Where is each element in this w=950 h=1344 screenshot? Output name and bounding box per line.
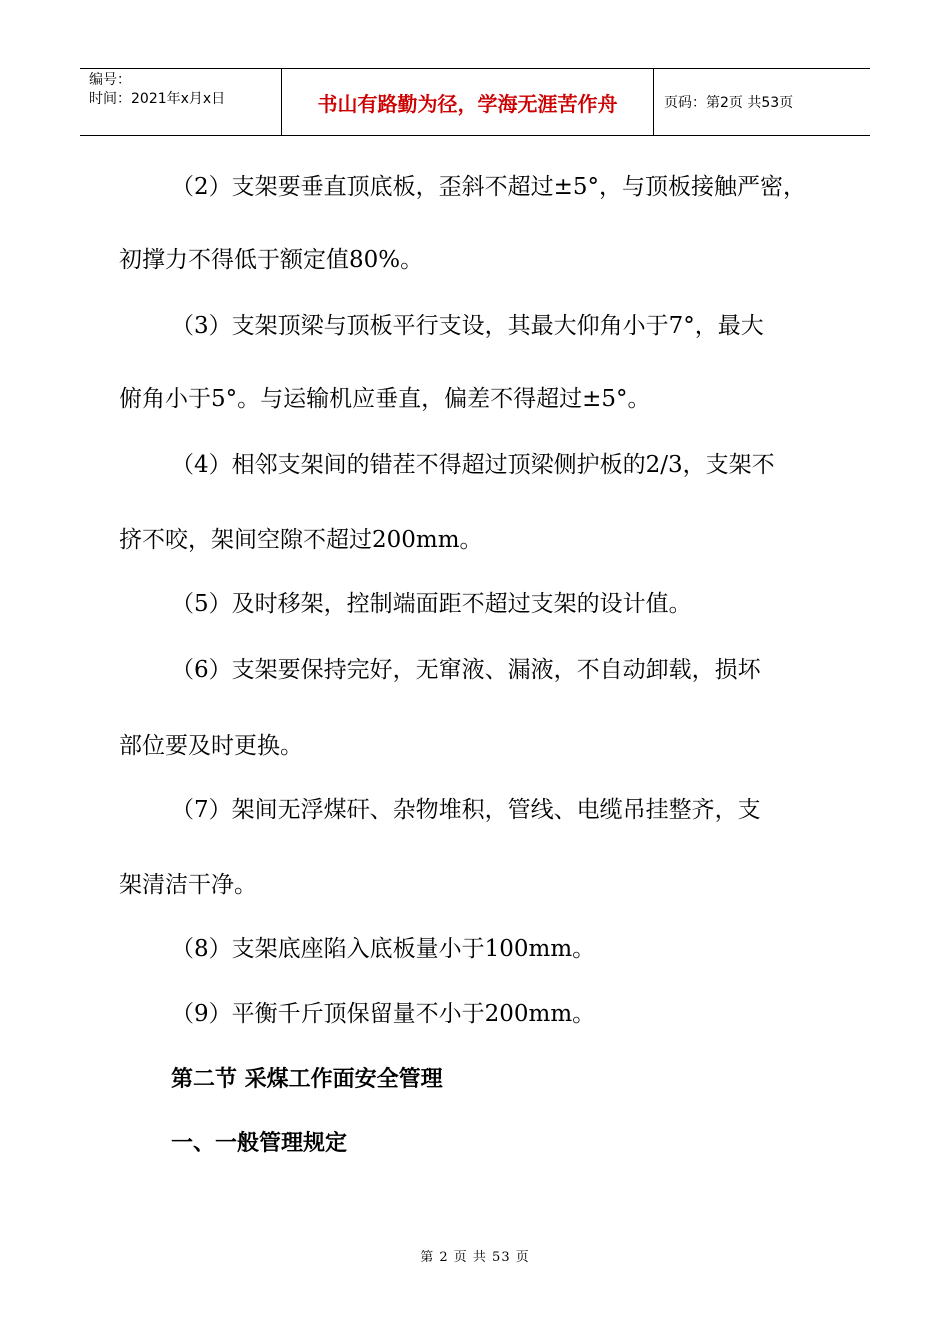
paragraph-line: 初撑力不得低于额定值80%。 — [119, 247, 424, 273]
paragraph-line: （9）平衡千斤顶保留量不小于200mm。 — [171, 1001, 596, 1027]
paragraph-line: （2）支架要垂直顶底板，歪斜不超过±5°，与顶板接触严密， — [171, 174, 807, 200]
subsection-title: 一、一般管理规定 — [171, 1131, 348, 1156]
paragraph-line: 部位要及时更换。 — [119, 733, 303, 759]
paragraph-line: （7）架间无浮煤矸、杂物堆积，管线、电缆吊挂整齐，支 — [171, 797, 761, 823]
header-motto-cell — [282, 69, 654, 135]
header-page-info-cell — [654, 69, 870, 135]
paragraph-line: （5）及时移架，控制端面距不超过支架的设计值。 — [171, 591, 692, 617]
page-footer: 第 2 页 共 53 页 — [420, 1250, 530, 1265]
paragraph-line: （8）支架底座陷入底板量小于100mm。 — [171, 936, 596, 962]
document-number-label: 编号： — [89, 72, 131, 88]
paragraph-line: 俯角小于5°。与运输机应垂直，偏差不得超过±5°。 — [119, 386, 651, 412]
paragraph-line: 挤不咬，架间空隙不超过200mm。 — [119, 527, 483, 553]
header-page-info: 页码：第2页 共53页 — [664, 95, 794, 111]
header-motto: 书山有路勤为径，学海无涯苦作舟 — [317, 91, 618, 116]
page-header — [80, 68, 870, 136]
header-meta — [80, 69, 282, 135]
paragraph-line: （4）相邻支架间的错茬不得超过顶梁侧护板的2/3，支架不 — [171, 452, 775, 478]
paragraph-line: （3）支架顶梁与顶板平行支设，其最大仰角小于7°，最大 — [171, 313, 764, 339]
paragraph-line: （6）支架要保持完好，无窜液、漏液，不自动卸载，损坏 — [171, 657, 761, 683]
document-time-label: 时间：2021年x月x日 — [89, 91, 226, 107]
section-title: 第二节 采煤工作面安全管理 — [171, 1067, 443, 1092]
paragraph-line: 架清洁干净。 — [119, 872, 257, 898]
